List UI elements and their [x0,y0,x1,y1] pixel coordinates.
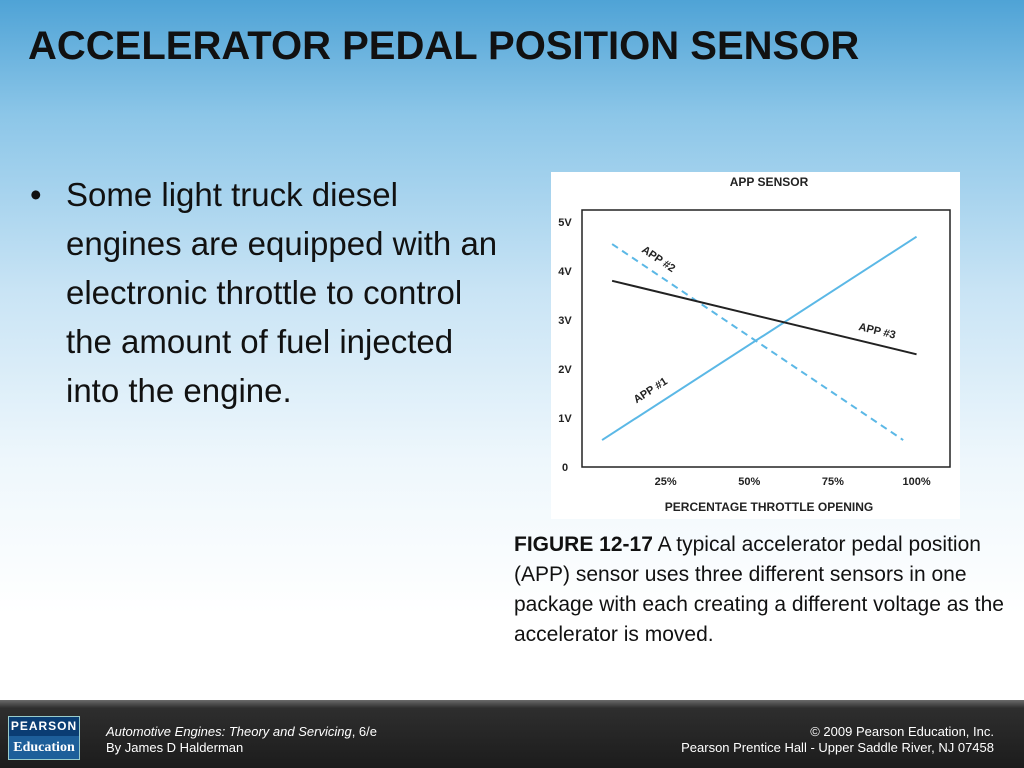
publisher-text: Pearson Prentice Hall - Upper Saddle River, NJ 07458 [681,740,994,755]
chart-title: APP SENSOR [729,175,809,189]
logo-top-text: PEARSON [9,717,79,736]
series-line-1 [602,237,916,440]
x-tick-labels [655,476,931,488]
book-author: By James D Halderman [106,740,244,755]
footer-copyright [681,724,994,756]
bullet-item [28,170,498,415]
copyright-text: © 2009 Pearson Education, Inc. [810,724,994,739]
series-labels [632,244,897,406]
series-label-2: APP #2 [639,243,678,276]
series-label-1: APP #1 [631,375,670,407]
book-title: Automotive Engines: Theory and Servicing [106,724,352,739]
app-sensor-chart [551,172,960,519]
x-tick-label: 75% [821,476,844,488]
book-edition: , 6/e [351,724,377,739]
footer-book-info [106,724,377,756]
series-lines [602,237,916,440]
x-tick-label: 100% [902,476,931,488]
y-tick-label: 3V [558,315,572,327]
plot-frame [582,210,950,467]
logo-bottom-text: Education [13,740,75,755]
figure-label: FIGURE 12-17 [514,533,653,556]
series-label-3: APP #3 [857,321,897,342]
y-tick-label: 4V [558,266,572,278]
y-tick-label: 0 [561,462,569,474]
slide-title: ACCELERATOR PEDAL POSITION SENSOR [28,24,860,68]
x-axis-label: PERCENTAGE THROTTLE OPENING [664,500,874,514]
y-tick-label: 1V [558,413,572,425]
bullet-text: Some light truck diesel engines are equipped with an electronic throttle to control the amount of fuel injected into the engine. [66,176,498,409]
bullet-list [28,170,498,415]
y-tick-labels [558,217,572,474]
y-tick-label: 2V [558,364,572,376]
x-tick-label: 50% [738,476,761,488]
bullet-dot: • [30,176,42,213]
figure-caption [514,530,1004,650]
pearson-logo [8,716,80,760]
x-tick-label: 25% [654,476,677,488]
figure-caption-text: A typical accelerator pedal position (APP) sensor uses three different sensors in one package with each creating a different voltage as the accelerator is moved. [514,533,1004,646]
y-tick-label: 5V [558,217,572,229]
app-sensor-figure [551,172,960,519]
footer-bar [0,700,1024,768]
series-line-3 [612,281,916,355]
